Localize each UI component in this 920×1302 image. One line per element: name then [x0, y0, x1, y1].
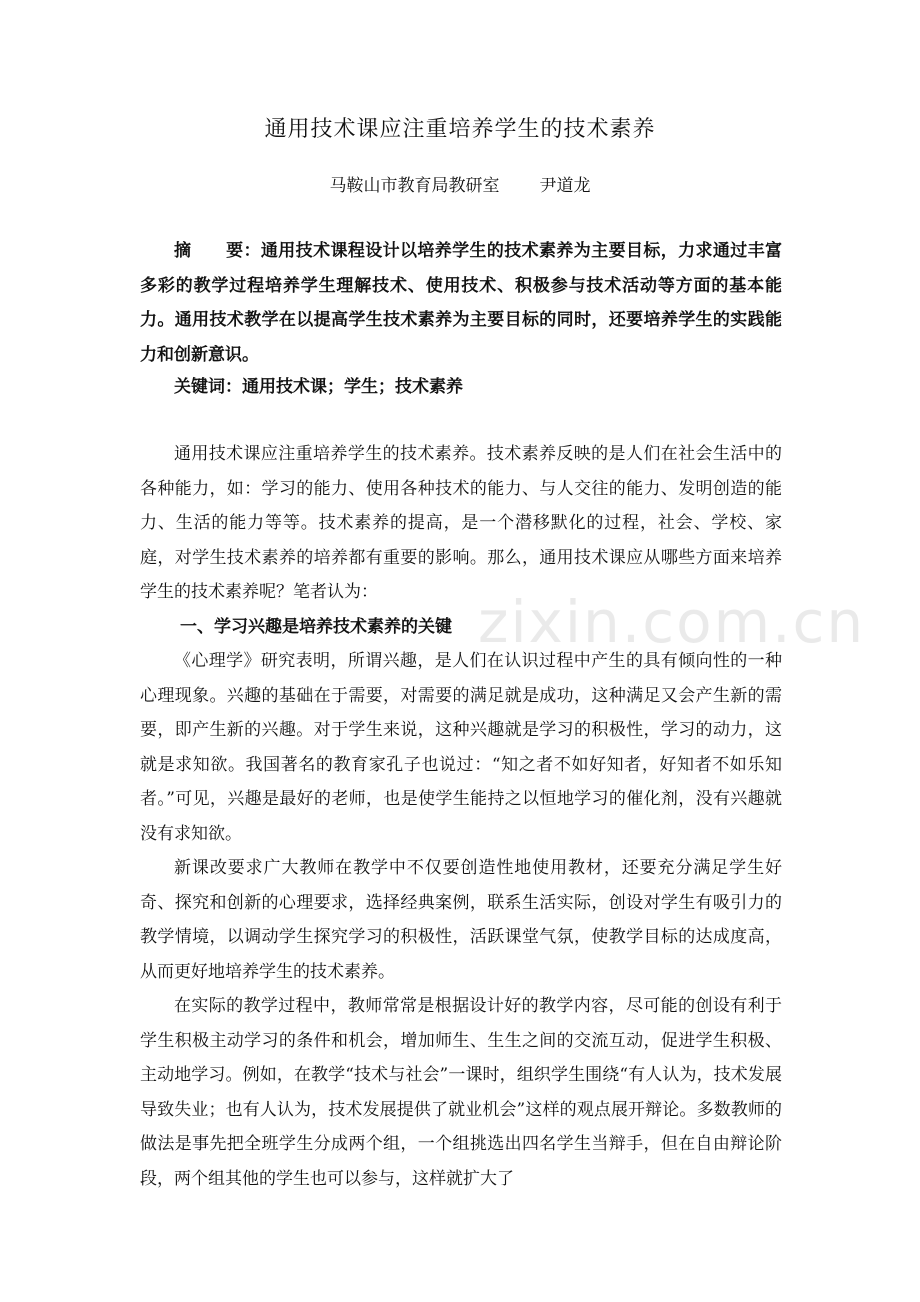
author-affiliation: 马鞍山市教育局教研室	[329, 176, 500, 196]
keywords-label: 关键词：	[174, 377, 242, 397]
abstract	[140, 234, 782, 372]
intro-paragraph: 通用技术课应注重培养学生的技术素养。技术素养反映的是人们在社会生活中的各种能力，如：学习的能力、使用各种技术的能力、与人交往的能力、发明创造的能力、生活的能力等等。技术素养的提高，是一个潜移默化的过程，社会、学校、家庭，对学生技术素养的培养都有重要的影响。那么，通用技术课应从哪些方面来培养学生的技术素养呢？笔者认为：	[140, 444, 782, 602]
main-text	[140, 437, 782, 1196]
body-paragraph: 《心理学》研究表明，所谓兴趣，是人们在认识过程中产生的具有倾向性的一种心理现象。兴趣的基础在于需要，对需要的满足就是成功，这种满足又会产生新的需要，即产生新的兴趣。对于学生来说，这种兴趣就是学习的积极性，学习的动力，这就是求知欲。我国著名的教育家孔子也说过：“知之者不如好知者，好知者不如乐知者。”可见，兴趣是最好的老师，也是使学生能持之以恒地学习的催化剂，没有兴趣就没有求知欲。	[140, 651, 782, 844]
keywords-text: 通用技术课；学生；技术素养	[242, 377, 463, 397]
section-heading: 一、学习兴趣是培养技术素养的关键	[180, 616, 452, 637]
byline	[0, 171, 920, 196]
abstract-label: 摘 要：	[174, 241, 261, 261]
body-paragraph: 在实际的教学过程中，教师常常是根据设计好的教学内容，尽可能的创设有利于学生积极主动学习的条件和机会，增加师生、生生之间的交流互动，促进学生积极、主动地学习。例如，在教学“技术与社会”一课时，组织学生围绕“有人认为，技术发展导致失业；也有人认为，技术发展提供了就业机会”这样的观点展开辩论。多数教师的做法是事先把全班学生分成两个组，一个组挑选出四名学生当辩手，但在自由辩论阶段，两个组其他的学生也可以参与，这样就扩大了	[140, 996, 782, 1189]
keywords	[140, 370, 782, 405]
body-paragraph: 新课改要求广大教师在教学中不仅要创造性地使用教材，还要充分满足学生好奇、探究和创新的心理要求，选择经典案例，联系生活实际，创设对学生有吸引力的教学情境，以调动学生探究学习的积极性，活跃课堂气氛，使教学目标的达成度高，从而更好地培养学生的技术素养。	[140, 858, 782, 982]
watermark: zixin.com.cn	[478, 588, 866, 656]
page-title: 通用技术课应注重培养学生的技术素养	[264, 117, 656, 142]
author-name: 尹道龙	[539, 176, 591, 196]
abstract-text: 通用技术课程设计以培养学生的技术素养为主要目标，力求通过丰富多彩的教学过程培养学生理解技术、使用技术、积极参与技术活动等方面的基本能力。通用技术教学在以提高学生技术素养为主要目标的同时，还要培养学生的实践能力和创新意识。	[140, 241, 783, 365]
